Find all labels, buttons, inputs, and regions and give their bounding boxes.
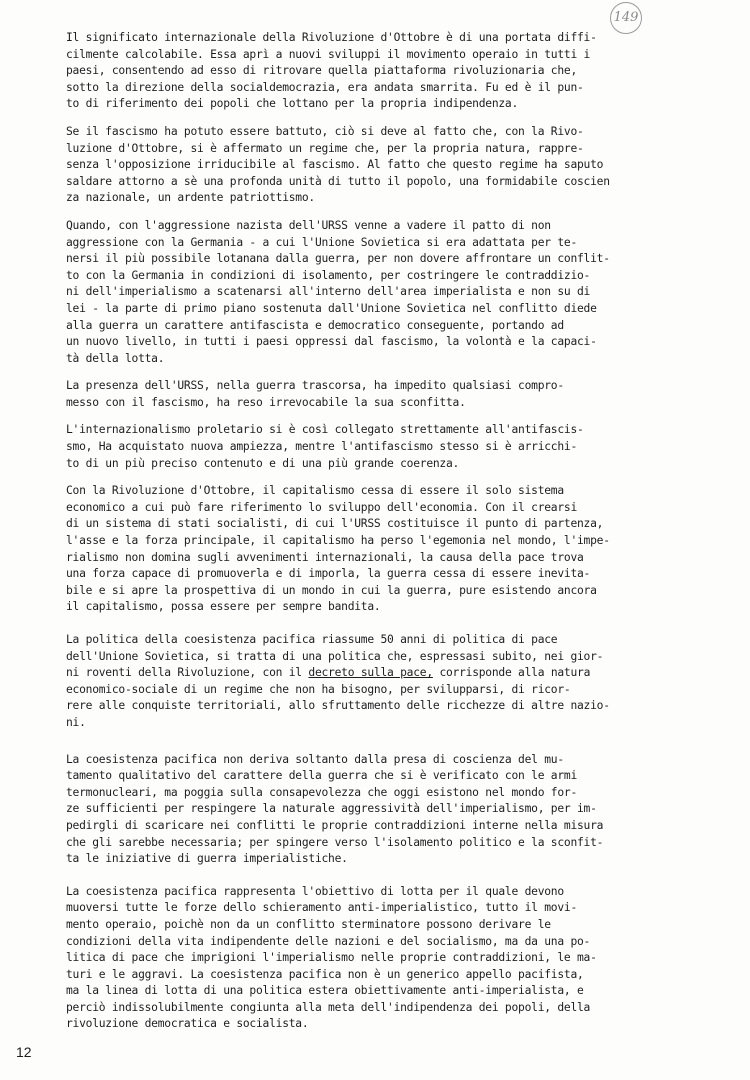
- text-line: di un sistema di stati socialisti, di cui l'URSS costituisce il punto di partenza,: [66, 517, 604, 531]
- text-line: smo, Ha acquistato nuova ampiezza, mentre l'antifascismo stesso si è arricchi-: [66, 440, 578, 454]
- text-line: un nuovo livello, in tutti i paesi oppressi dal fascismo, la volontà e la capaci-: [66, 335, 597, 349]
- text-line: L'internazionalismo proletario si è così collegato strettamente all'antifascis-: [66, 423, 584, 437]
- text-line: sotto la direzione della socialdemocrazia, era andata smarrita. Fu ed è il pun-: [66, 80, 584, 94]
- text-line: una forza capace di promuoverla e di imporla, la guerra cessa di essere inevita-: [66, 567, 591, 581]
- text-line: alla guerra un carattere antifascista e democratico conseguente, portando ad: [66, 318, 564, 332]
- text-line: rialismo non domina sugli avvenimenti internazionali, la causa della pace trova: [66, 550, 584, 564]
- text-line: turi e le aggravi. La coesistenza pacifica non è un generico appello pacifista,: [66, 967, 584, 981]
- text-line: senza l'opposizione irriducibile al fascismo. Al fatto che questo regime ha saputo: [66, 158, 604, 172]
- text-line: ta le iniziative di guerra imperialistiche.: [66, 852, 348, 866]
- text-line: paesi, consentendo ad esso di ritrovare quella piattaforma rivoluzionaria che,: [66, 64, 578, 78]
- text-line: tamento qualitativo del carattere della guerra che si è verificato con le armi: [66, 769, 578, 783]
- text-line: La presenza dell'URSS, nella guerra trascorsa, ha impedito qualsiasi compro-: [66, 379, 564, 393]
- text-line: che gli sarebbe necessaria; per spingere verso l'isolamento politico e la sconfit-: [66, 835, 604, 849]
- text-line: aggressione con la Germania - a cui l'Unione Sovietica si era adattata per te-: [66, 235, 578, 249]
- text-line: muoversi tutte le forze dello schieramento anti-imperialistico, tutto il movi-: [66, 901, 578, 915]
- text-line: bile e si apre la prospettiva di un mondo in cui la guerra, pure esistendo ancora: [66, 583, 597, 597]
- text-line: La coesistenza pacifica rappresenta l'obiettivo di lotta per il quale devono: [66, 884, 564, 898]
- page-number: 12: [16, 1044, 32, 1060]
- text-line: perciò indissolubilmente congiunta alla meta dell'indipendenza dei popoli, della: [66, 1000, 591, 1014]
- text-line: rere alle conquiste territoriali, allo sfruttamento delle ricchezze di altre nazio-: [66, 699, 610, 713]
- text-line: litica di pace che imprigioni l'imperialismo nelle proprie contraddizioni, le ma-: [66, 951, 597, 965]
- text-line: ni.: [66, 715, 86, 729]
- text-line: ma la linea di lotta di una politica estera obiettivamente anti-imperialista, e: [66, 984, 584, 998]
- paragraph: [66, 752, 648, 868]
- text-line: La coesistenza pacifica non deriva soltanto dalla presa di coscienza del mu-: [66, 752, 564, 766]
- text-line: ni roventi della Rivoluzione, con il decreto sulla pace, corrisponde alla natura: [66, 666, 591, 680]
- text-line: dell'Unione Sovietica, si tratta di una politica che, espressasi subito, nei gior-: [66, 649, 604, 663]
- paragraph: [66, 218, 648, 367]
- page-marker-stamp: 149: [610, 2, 642, 34]
- paragraph: [66, 884, 648, 1033]
- text-line: termonucleari, ma poggia sulla consapevolezza che oggi esistono nel mondo for-: [66, 785, 578, 799]
- underlined-phrase: decreto sulla pace,: [308, 666, 433, 680]
- text-line: to di un più preciso contenuto e di una più grande coerenza.: [66, 456, 460, 470]
- paragraph: [66, 483, 648, 616]
- text-line: l'asse e la forza principale, il capitalismo ha perso l'egemonia nel mondo, l'impe-: [66, 534, 610, 548]
- text-line: rivoluzione democratica e socialista.: [66, 1017, 309, 1031]
- paragraph: [66, 632, 648, 732]
- text-line: Se il fascismo ha potuto essere battuto, ciò si deve al fatto che, con la Rivo-: [66, 124, 584, 138]
- text-line: za nazionale, un ardente patriottismo.: [66, 191, 315, 205]
- text-line: mento operaio, poichè non da un conflitto sterminatore possono derivare le: [66, 917, 551, 931]
- paragraph: [66, 30, 648, 113]
- text-line: pedirgli di scaricare nei conflitti le proprie contraddizioni interne nella misura: [66, 818, 604, 832]
- text-line: condizioni della vita indipendente delle nazioni e del socialismo, ma da una po-: [66, 934, 591, 948]
- text-line: messo con il fascismo, ha reso irrevocabile la sua sconfitta.: [66, 395, 466, 409]
- text-line: economico a cui può fare riferimento lo sviluppo dell'economia. Con il crearsi: [66, 500, 578, 514]
- text-line: lei - la parte di primo piano sostenuta dall'Unione Sovietica nel conflitto diede: [66, 301, 597, 315]
- text-line: il capitalismo, possa essere per sempre bandita.: [66, 600, 381, 614]
- text-line: La politica della coesistenza pacifica riassume 50 anni di politica di pace: [66, 633, 558, 646]
- text-line: nersi il più possibile lotanana dalla guerra, per non dovere affrontare un conflit-: [66, 252, 610, 266]
- text-line: tà della lotta.: [66, 351, 165, 365]
- text-line: economico-sociale di un regime che non ha bisogno, per svilupparsi, di ricor-: [66, 682, 571, 696]
- document-body: [66, 30, 648, 1044]
- text-line: luzione d'Ottobre, si è affermato un regime che, per la propria natura, rappre-: [66, 141, 584, 155]
- text-line: saldare attorno a sè una profonda unità di tutto il popolo, una formidabile coscien: [66, 174, 610, 188]
- text-line: ni dell'imperialismo a scatenarsi all'interno dell'area imperialista e non su di: [66, 285, 591, 299]
- text-line: to con la Germania in condizioni di isolamento, per costringere le contraddizio-: [66, 268, 591, 282]
- text-line: to di riferimento dei popoli che lottano per la propria indipendenza.: [66, 97, 519, 111]
- text-line: cilmente calcolabile. Essa aprì a nuovi sviluppi il movimento operaio in tutti i: [66, 47, 591, 61]
- text-line: ze sufficienti per respingere la naturale aggressività dell'imperialismo, per im-: [66, 802, 597, 816]
- text-line: Con la Rivoluzione d'Ottobre, il capitalismo cessa di essere il solo sistema: [66, 484, 564, 498]
- paragraph: [66, 422, 648, 472]
- paragraph: [66, 124, 648, 207]
- text-line: Quando, con l'aggressione nazista dell'URSS venne a vadere il patto di non: [66, 218, 551, 232]
- paragraph: [66, 378, 648, 411]
- text-line: Il significato internazionale della Rivoluzione d'Ottobre è di una portata diffi-: [66, 31, 597, 44]
